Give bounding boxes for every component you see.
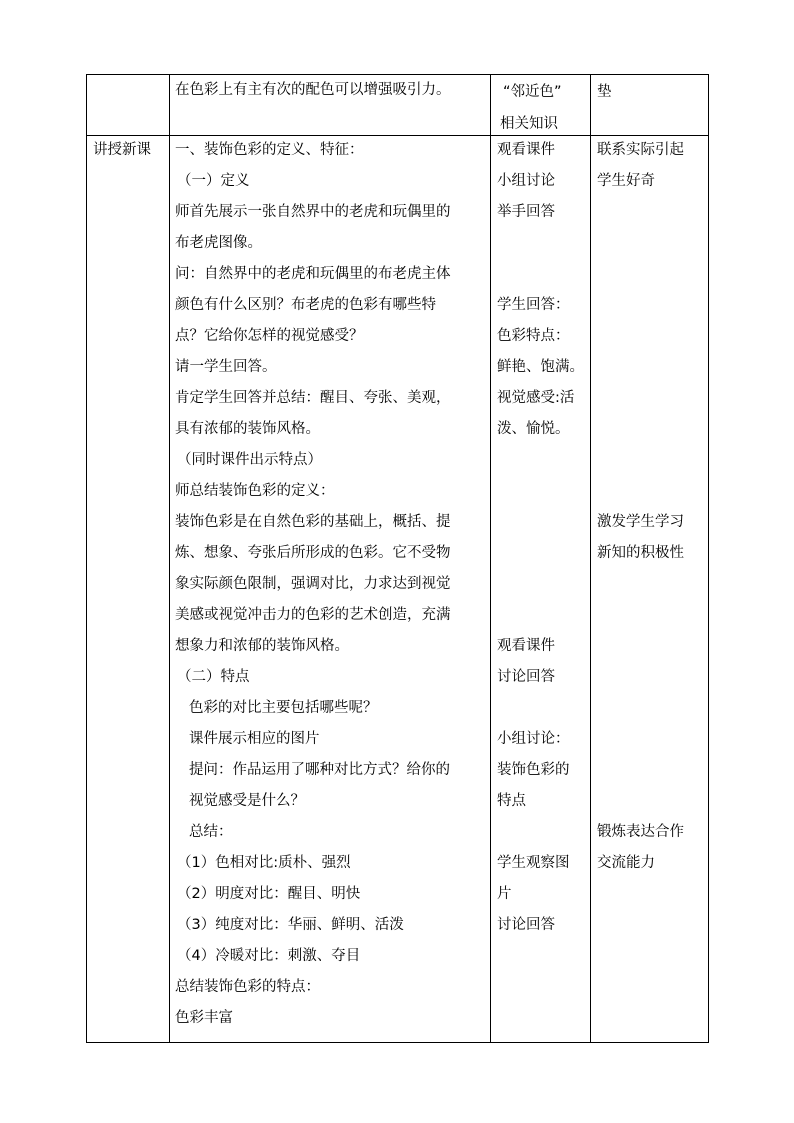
text-line: 问：自然界中的老虎和玩偶里的布老虎主体: [175, 266, 451, 282]
text-line: 举手回答: [497, 204, 555, 220]
text-line: 视觉感受是什么？: [189, 793, 305, 809]
stage-cell: [87, 75, 170, 136]
text-line: 相关知识: [500, 116, 558, 132]
text-line: 课件展示相应的图片: [189, 731, 320, 747]
text-line: 肯定学生回答并总结：醒目、夸张、美观，: [175, 390, 451, 406]
text-line: 小组讨论: [497, 173, 555, 189]
text-line: 鲜艳、饱满。: [497, 359, 584, 375]
text-line: 片: [497, 886, 512, 902]
text-line: 点？它给你怎样的视觉感受？: [175, 328, 364, 344]
text-line: （同时课件出示特点）: [177, 452, 322, 468]
text-line: 炼、想象、夸张后所形成的色彩。它不受物: [175, 545, 451, 561]
lesson-plan-table: [86, 74, 709, 1043]
text-line: 特点: [497, 793, 526, 809]
text-line: 想象力和浓郁的装饰风格。: [175, 638, 349, 654]
text-line: 具有浓郁的装饰风格。: [175, 421, 320, 437]
text-line: 学生回答：: [497, 297, 570, 313]
text-line: 联系实际引起: [597, 142, 684, 158]
text-line: 讨论回答: [497, 917, 555, 933]
text-line: （4）冷暖对比：刺激、夺目: [177, 948, 361, 964]
text-line: 色彩丰富: [175, 1010, 233, 1026]
text-line: （1）色相对比:质朴、强烈: [177, 855, 351, 871]
text-line: （3）纯度对比：华丽、鲜明、活泼: [177, 917, 404, 933]
text-line: 泼、愉悦。: [497, 421, 570, 437]
text-line: 色彩特点：: [497, 328, 570, 344]
text-line: 总结装饰色彩的特点：: [175, 979, 320, 995]
text-line: 颜色有什么区别？布老虎的色彩有哪些特: [175, 297, 436, 313]
text-line: 布老虎图像。: [175, 235, 262, 251]
text-line: 小组讨论：: [497, 731, 570, 747]
text-line: 象实际颜色限制，强调对比，力求达到视觉: [175, 576, 451, 592]
table-row: [87, 136, 709, 1043]
text-line: 提问：作品运用了哪种对比方式？给你的: [189, 762, 450, 778]
text-line: （二）特点: [177, 669, 250, 685]
text-line: 装饰色彩是在自然色彩的基础上，概括、提: [175, 514, 451, 530]
text-line: 激发学生学习: [597, 514, 684, 530]
text-line: 师首先展示一张自然界中的老虎和玩偶里的: [175, 204, 451, 220]
text-line: 讨论回答: [497, 669, 555, 685]
text-line: 锻炼表达合作: [597, 824, 684, 840]
text-line: 学生好奇: [597, 173, 655, 189]
text-line: 色彩的对比主要包括哪些呢？: [189, 700, 378, 716]
text-line: 观看课件: [497, 638, 555, 654]
student-activity-cell: [491, 136, 591, 1043]
design-intent-cell: [591, 75, 709, 136]
text-line: 装饰色彩的: [497, 762, 570, 778]
table-row: [87, 75, 709, 136]
design-intent-cell: [591, 136, 709, 1043]
stage-label: 讲授新课: [93, 142, 151, 158]
text-line: 请一学生回答。: [175, 359, 277, 375]
text-line: 总结：: [189, 824, 233, 840]
text-line: 观看课件: [497, 142, 555, 158]
text-line: 交流能力: [597, 855, 655, 871]
text-line: 在色彩上有主有次的配色可以增强吸引力。: [175, 82, 451, 98]
student-activity-cell: [491, 75, 591, 136]
text-line: 垫: [597, 84, 612, 100]
stage-cell: [87, 136, 170, 1043]
text-line: 美感或视觉冲击力的色彩的艺术创造，充满: [175, 607, 451, 623]
teacher-activity-cell: [170, 75, 491, 136]
text-line: 视觉感受:活: [497, 390, 575, 406]
text-line: 新知的积极性: [597, 545, 684, 561]
text-line: 师总结装饰色彩的定义：: [175, 483, 335, 499]
text-line: “邻近色”: [503, 84, 562, 100]
text-line: （一）定义: [177, 173, 250, 189]
text-line: 一、装饰色彩的定义、特征：: [175, 142, 364, 158]
text-line: （2）明度对比：醒目、明快: [177, 886, 361, 902]
teacher-activity-cell: [170, 136, 491, 1043]
text-line: 学生观察图: [497, 855, 570, 871]
